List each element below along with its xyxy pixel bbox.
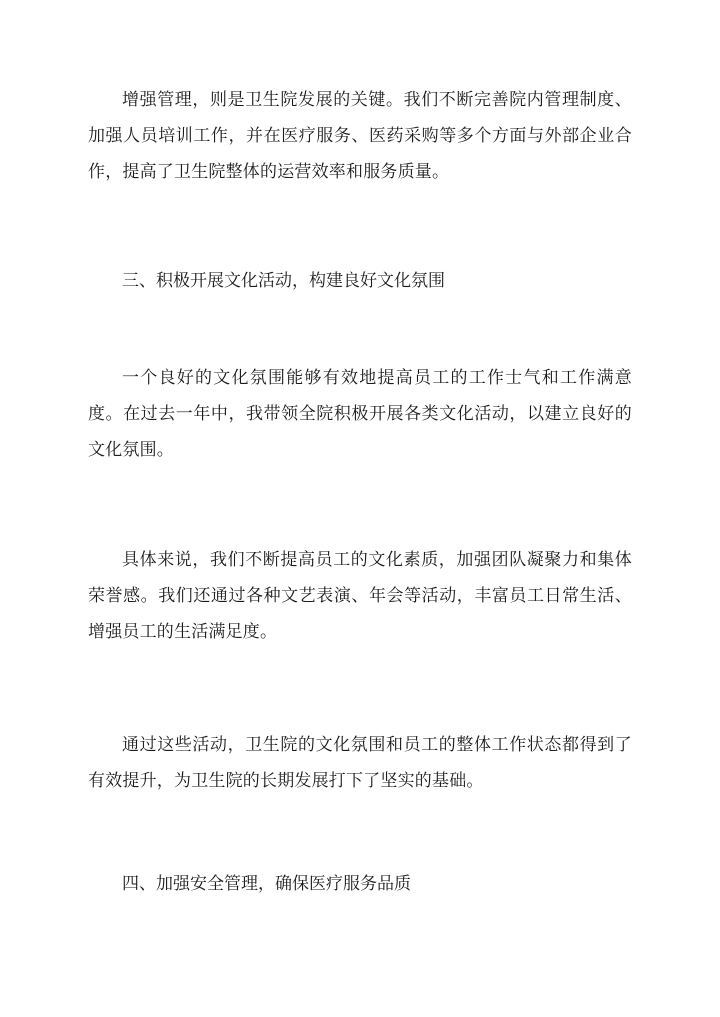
section-heading-safety: 四、加强安全管理，确保医疗服务品质 <box>122 874 411 894</box>
paragraph-culture-details: 具体来说，我们不断提高员工的文化素质，加强团队凝聚力和集体荣誉感。我们还通过各种文艺表演、年会等活动，丰富员工日常生活、增强员工的生活满足度。 <box>88 550 632 642</box>
paragraph-culture-results: 通过这些活动，卫生院的文化氛围和员工的整体工作状态都得到了有效提升，为卫生院的长期发展打下了坚实的基础。 <box>88 735 632 791</box>
section-heading-culture: 三、积极开展文化活动，构建良好文化氛围 <box>122 271 445 291</box>
paragraph-culture-intro: 一个良好的文化氛围能够有效地提高员工的工作士气和工作满意度。在过去一年中，我带领全院积极开展各类文化活动，以建立良好的文化氛围。 <box>88 368 632 460</box>
paragraph-management: 增强管理，则是卫生院发展的关键。我们不断完善院内管理制度、加强人员培训工作，并在医疗服务、医药采购等多个方面与外部企业合作，提高了卫生院整体的运营效率和服务质量。 <box>88 90 632 182</box>
